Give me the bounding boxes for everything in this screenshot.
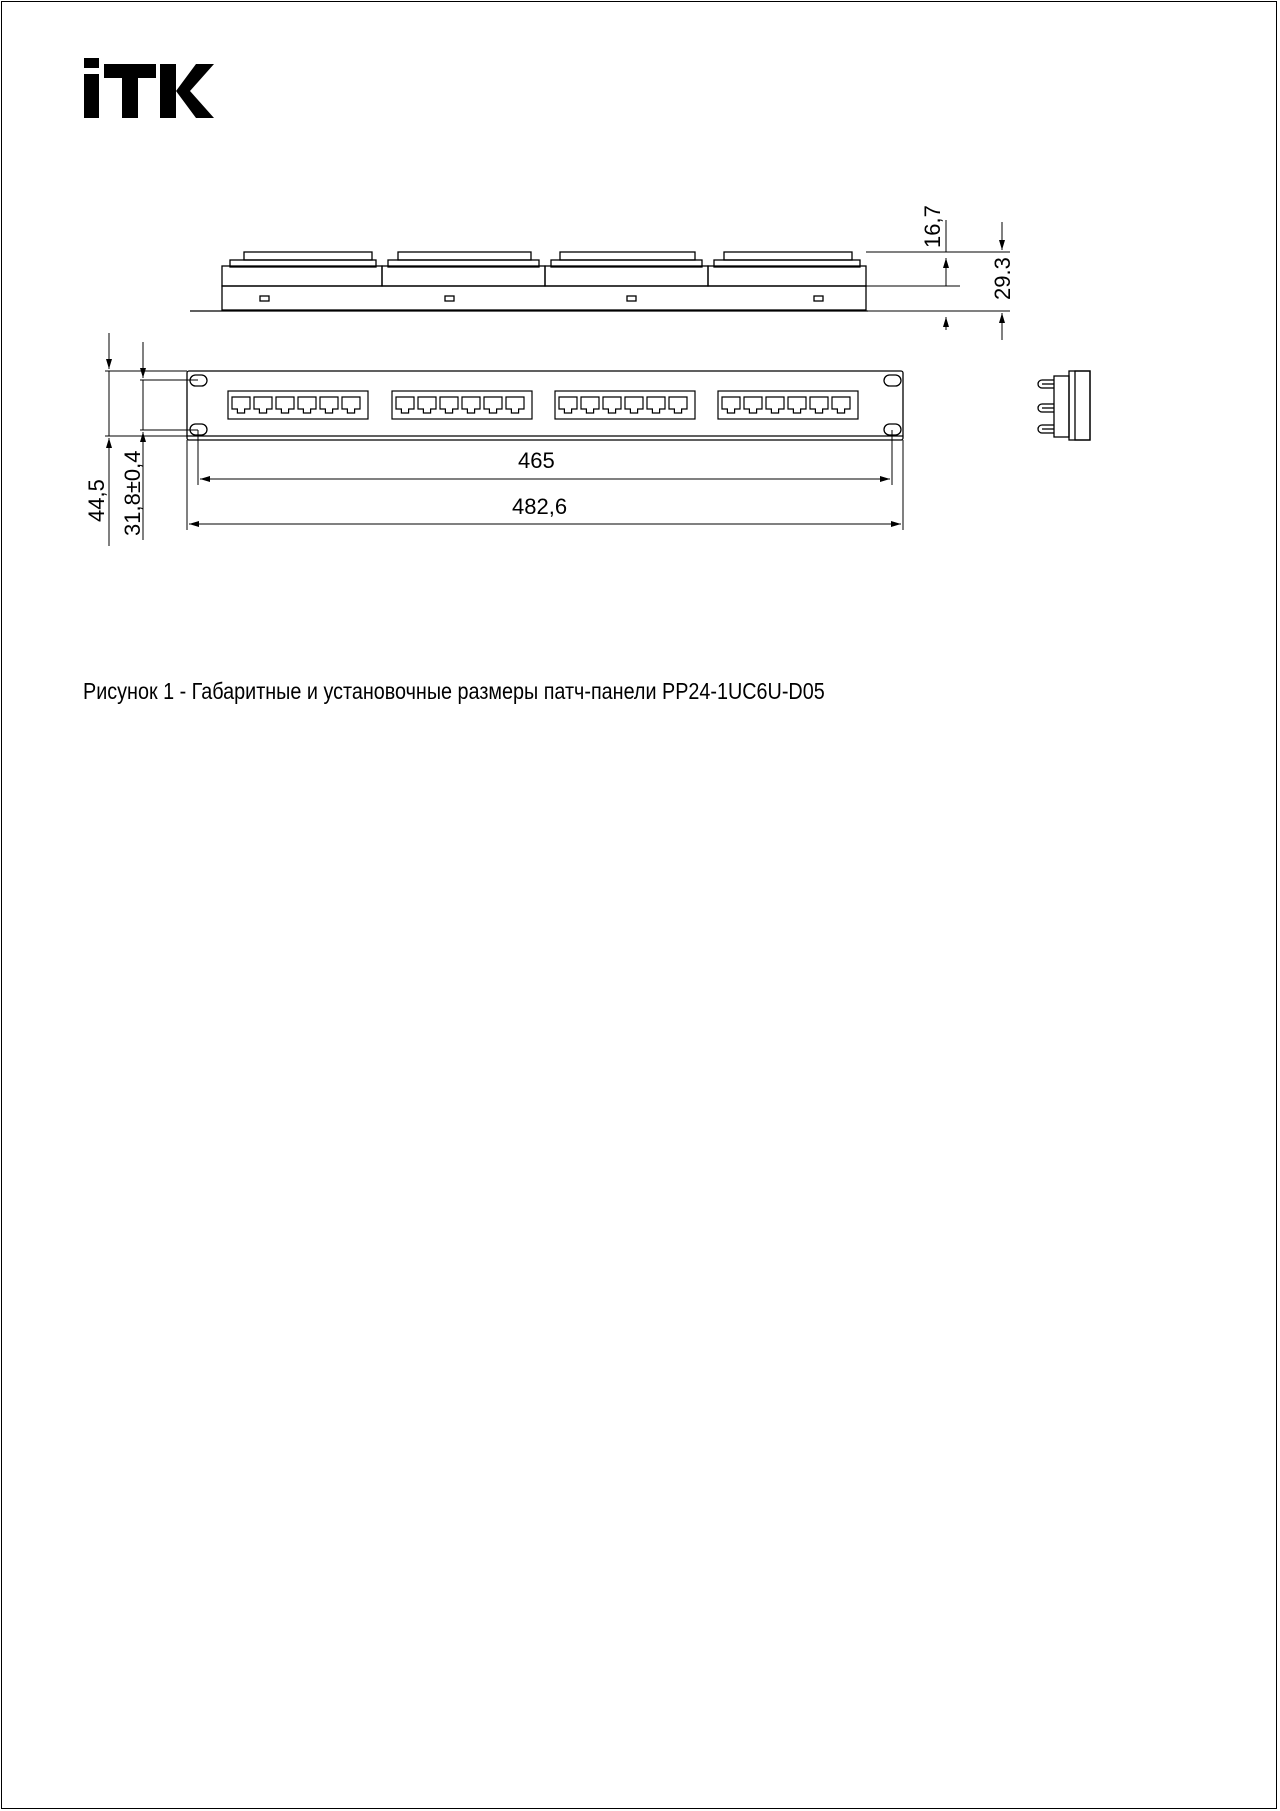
rj45-port bbox=[298, 397, 316, 413]
rj45-port bbox=[744, 397, 762, 413]
rj45-port bbox=[832, 397, 850, 413]
dim-panel-height: 44,5 bbox=[84, 479, 109, 522]
rj45-port bbox=[276, 397, 294, 413]
figure-caption: Рисунок 1 - Габаритные и установочные размеры патч-панели PP24-1UC6U-D05 bbox=[83, 678, 825, 704]
side-view bbox=[1038, 371, 1090, 440]
rj45-port bbox=[462, 397, 480, 413]
rj45-port bbox=[559, 397, 577, 413]
rj45-port bbox=[396, 397, 414, 413]
rj45-port bbox=[342, 397, 360, 413]
rj45-port bbox=[625, 397, 643, 413]
rj45-port bbox=[254, 397, 272, 413]
port-groups bbox=[228, 391, 858, 419]
rj45-port bbox=[647, 397, 665, 413]
dim-top-depth: 16,7 bbox=[920, 205, 945, 248]
rj45-port bbox=[320, 397, 338, 413]
rj45-port bbox=[766, 397, 784, 413]
rj45-port bbox=[232, 397, 250, 413]
rj45-port bbox=[440, 397, 458, 413]
top-view bbox=[190, 252, 868, 311]
rj45-port bbox=[722, 397, 740, 413]
rj45-port bbox=[810, 397, 828, 413]
rj45-port bbox=[506, 397, 524, 413]
dim-hole-vertical-spacing: 31,8±0,4 bbox=[120, 450, 145, 536]
rj45-port bbox=[418, 397, 436, 413]
dim-hole-spacing: 465 bbox=[518, 448, 555, 473]
rj45-port bbox=[484, 397, 502, 413]
rj45-port bbox=[581, 397, 599, 413]
dim-top-total-depth: 29.3 bbox=[990, 257, 1015, 300]
rj45-port bbox=[788, 397, 806, 413]
rj45-port bbox=[669, 397, 687, 413]
dim-overall-width: 482,6 bbox=[512, 494, 568, 519]
rj45-port bbox=[603, 397, 621, 413]
